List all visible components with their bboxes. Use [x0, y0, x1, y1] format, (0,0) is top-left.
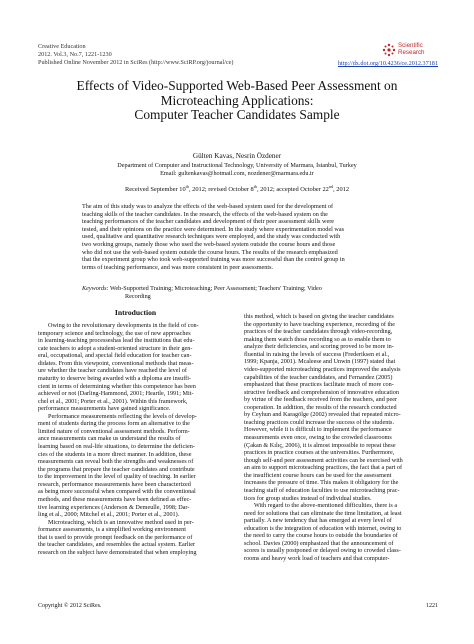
abstract [82, 203, 394, 271]
introduction-heading: Introduction [114, 308, 157, 317]
body-text-line: that is used to provide prompt feedback on the performance of [38, 533, 193, 541]
body-text-line: teaching staff of education faculties to use microteaching prac- [244, 486, 400, 494]
logo-icon [382, 43, 396, 57]
body-text-line: ure whether the teacher candidates have reached the level of [38, 367, 187, 375]
affiliation [40, 162, 434, 177]
body-text-line: ment of students during the process form an alternative to the [38, 420, 190, 428]
doi-link[interactable]: http://dx.doi.org/10.4236/ce.2012.37181 [337, 60, 438, 67]
body-text-line: making them watch those recording so as to enable them to [244, 335, 391, 343]
body-text-line: ance measurements can make us understand the results of [38, 435, 181, 443]
left-column [38, 322, 233, 556]
abstract-line: that the experiment group who took web-supported training was more successful than the control group in [82, 256, 345, 264]
abstract-line: The aim of this study was to analyze the effects of the web-based system used for the development of [82, 203, 334, 210]
accepted-date: , 2012; accepted October 22 [256, 186, 329, 194]
body-text-line: learning based on real-life situations, to determine the deficien- [38, 443, 195, 450]
right-column [244, 313, 439, 563]
scientific-research-logo [382, 40, 442, 62]
body-text-line: the programs that prepare the teacher candidates and contribute [38, 465, 195, 473]
accepted-sup: nd [328, 184, 334, 189]
logo-line-2: Research [398, 49, 425, 56]
body-text-line: the insufficient course hours can be used for the assessment [244, 471, 392, 479]
affiliation-department: Department of Computer and Instructional Technology, University of Marmara, İstanbul, Turkey [117, 162, 357, 169]
logo-text [398, 42, 424, 56]
body-text-line: practices of the teacher candidates through video-recording, [244, 328, 393, 336]
body-text-line: in learning-teaching processeshas lead the institutions that edu- [38, 337, 195, 345]
body-text-line: video-supported microteaching practices improved the analysis [244, 365, 401, 373]
affiliation-email: Email: gultenkavas@hotmail.com, nozdener@marmara.edu.tr [160, 169, 314, 177]
body-text-line: tive learning experiences (Anderson & Demeulle, 1998; Dar- [38, 503, 190, 511]
body-text-line: analyze their deficiencies, and scoring proved to be more in- [244, 343, 394, 351]
logo-line-1: Scientific [398, 42, 423, 49]
title-line-2: Microteaching Applications: [160, 92, 314, 108]
body-text-line: achieved or not (Darling-Hammond, 2001; Heartle, 1991; Mit- [38, 390, 194, 398]
body-text-line: With regard to the above-mentioned difficulties, there is a [254, 502, 398, 510]
journal-published: Published Online November 2012 in SciRes (http://www.SciRP.org/journal/ce) [38, 59, 234, 66]
abstract-line: used, qualitative and quantitative research techniques were employed, and the study was conducted with [82, 233, 341, 241]
body-text-line: formance assessments, is a simplified working environment [38, 526, 186, 534]
keywords-label: Keywords: [82, 285, 109, 292]
body-text-line: structive feedback and comprehension of innovative education [244, 388, 399, 396]
body-text-line: (Çakan & Kılıç, 2006), it is almost impossible to repeat these [244, 441, 396, 449]
title-line-1: Effects of Video-Supported Web-Based Peer Assessment on [76, 78, 398, 93]
body-text-line: the teacher candidates, and resembles the actual system. Earlier [38, 541, 196, 549]
body-text-line: cooperation. In addition, the results of the research conducted [244, 403, 397, 411]
body-text-line: rooms and heavy work load of teachers and that computer- [244, 555, 390, 562]
body-text-line: ling et al., 2000; Mitchel et al., 2001; Porter et al., 2001). [38, 511, 180, 519]
body-text-line: school. Davies (2000) emphasized that the announcement of [244, 539, 394, 547]
body-text-line: scores is usually postponed or delayed owing to crowded class- [244, 547, 401, 555]
body-text-line: chel et al., 2001; Porter et al., 2001). Within this framework, [38, 397, 188, 405]
body-text-line: emphasized that these practices facilitate much of more con- [244, 381, 394, 389]
dates-suffix: , 2012 [333, 186, 350, 194]
received-sup: th [185, 184, 189, 189]
body-text-line: However, while it is difficult to implement the performance [244, 426, 392, 434]
body-text-line: by Ceyhun and Karagölge (2002) revealed that repeated micro- [244, 411, 401, 419]
body-text-line: partially. A new tendency that has emerged at every level of [244, 517, 392, 525]
body-text-line: cient in terms of determining whether this competence has been [38, 382, 196, 390]
journal-volume: 2012. Vol.3, No.7, 1221-1230 [38, 51, 112, 58]
body-text-line: eral, occupational, and special field education for teacher can- [38, 352, 192, 360]
body-text-line: methods, and these measurements have been defined as effec- [38, 495, 192, 503]
body-text-line: this method, which is based on giving the teacher candidates [244, 313, 394, 320]
body-text-line: an aim to support microteaching practices, the fact that a part of [244, 464, 403, 472]
revised-date: , 2012; revised October 8 [188, 186, 254, 194]
journal-name: Creative Education [38, 43, 86, 50]
body-text-line: to the improvement in the level of quality of teaching. In earlier [38, 473, 196, 481]
body-text-line: education is the integration of education with internet, owing to [244, 524, 402, 532]
keywords-line-1: Web-Supported Training; Microteaching; Peer Assessment; Teachers' Training; Video [110, 285, 322, 292]
abstract-line: tested, and their opinions on the practice were determined. In the study where experimentation model was [82, 225, 345, 233]
copyright: Copyright © 2012 SciRes. [38, 603, 102, 609]
body-text-line: cies of the students in a more direct manner. In addition, these [38, 450, 192, 458]
submission-dates [40, 184, 434, 193]
body-text-line: measurements can reveal both the strengths and weaknesses of [38, 458, 194, 466]
keywords [82, 285, 394, 300]
abstract-line: teaching performances of the teacher candidates and development of their peer assessment skills were [82, 218, 335, 226]
keywords-line-2: Recording [125, 292, 151, 300]
body-text-line: performance measurements have gained significance. [38, 405, 171, 413]
body-text-line: cate teachers to adopt a student-oriented structure in their gen- [38, 344, 193, 352]
abstract-line: two working groups, namely those who used the web-based system outside the course hours and those [82, 240, 336, 248]
journal-info [38, 43, 233, 67]
body-text-line: didates. From this viewpoint, conventional methods that meas- [38, 359, 194, 367]
body-text-line: as being more successful when compared with the conventional [38, 488, 196, 496]
body-text-line: the opportunity to have teaching experience, recording of the [244, 320, 396, 328]
paper-title [60, 79, 414, 123]
abstract-line: teaching skills of the teacher candidates. In the research, the effects of the web-based system on the [82, 210, 328, 218]
body-text-line: maturity to deserve being awarded with a diploma are insuffi- [38, 374, 191, 382]
body-text-line: temporary science and technology, the use of new approaches [38, 329, 191, 337]
body-text-line: by virtue of the feedback received from the teachers, and peer [244, 396, 398, 404]
body-text-line: fluential in raising the levels of success (Frederiksen et al., [244, 350, 390, 358]
body-text-line: tices for group studies instead of individual studies. [244, 494, 372, 502]
abstract-line: who did not use the web-based system outside the course hours. The results of the research emphasized [82, 248, 338, 256]
body-text-line: 1999; Kpanja, 2001). Mcaleese and Unwin (1997) stated that [244, 358, 396, 366]
title-line-3: Computer Teacher Candidates Sample [134, 107, 340, 122]
authors: Gülten Kavas, Nesrin Özdener [192, 152, 282, 160]
body-text-line: practices in practice courses at the universities. Furthermore, [244, 449, 395, 457]
body-text-line: need for solutions that can eliminate the time limitation, at least [244, 509, 402, 517]
body-text-line: capabilities of the teacher candidates, and Fernandez (2005) [244, 373, 393, 381]
body-text-line: limited nature of conventional assessment methods. Perform- [38, 427, 190, 435]
body-text-line: teaching practices could increase the success of the students. [244, 418, 394, 426]
body-text-line: research on the subject have demonstrated that when employing [38, 548, 197, 556]
body-text-line: the need to carry the course hours to outside the boundaries of [244, 532, 398, 540]
body-text-line: increases the pressure of time. This makes it obligatory for the [244, 479, 399, 487]
body-text-line: though self-and peer assessment activities can be exercised with [244, 456, 403, 464]
body-text-line: research, performance measurements have been characterized [38, 480, 191, 488]
received-date: Received September 10 [124, 186, 186, 194]
revised-sup: th [253, 184, 257, 189]
page-number: 1221 [426, 603, 438, 609]
body-text-line: Owing to the revolutionary developments in the field of con- [48, 322, 199, 329]
body-text-line: measurements even once, owing to the crowded classrooms [244, 434, 392, 441]
body-text-line: Performance measurements reflecting the levels of develop- [48, 412, 197, 420]
abstract-line: terms of teaching performance, and was more consistent in peer assessments. [82, 263, 274, 271]
body-text-line: Microteaching, which is an innovative method used in per- [48, 518, 194, 526]
